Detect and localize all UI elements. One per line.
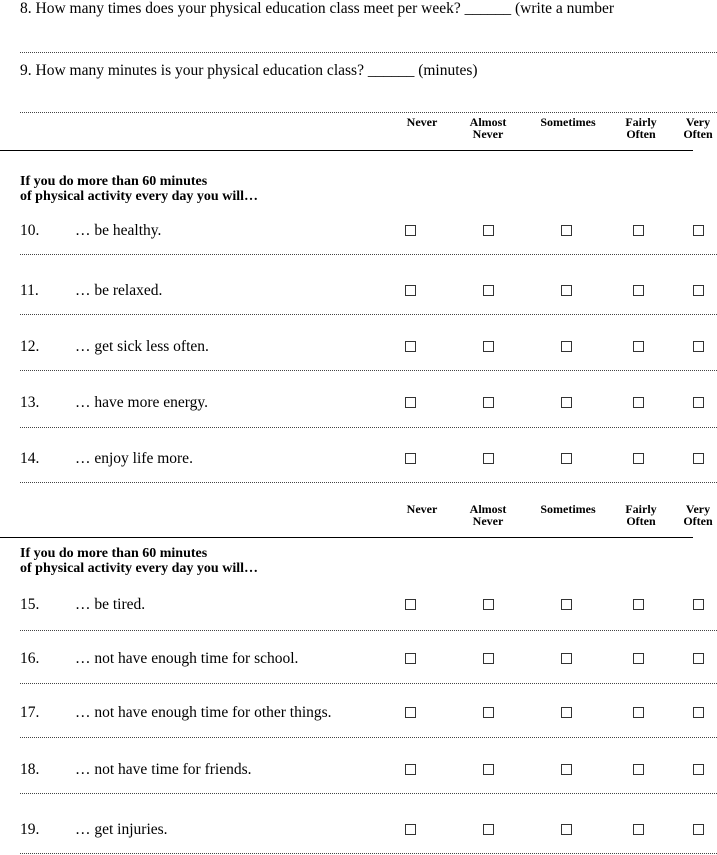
item-number: 15. [20,596,40,613]
rating-checkbox-0[interactable] [405,764,416,775]
rating-checkbox-1[interactable] [483,599,494,610]
dotted-separator [20,52,717,53]
rating-checkbox-2[interactable] [561,764,572,775]
scale-header-2: Sometimes [540,115,596,129]
section-rule [0,150,693,151]
rating-checkbox-1[interactable] [483,285,494,296]
rating-checkbox-3[interactable] [633,599,644,610]
item-number: 11. [20,282,39,299]
rating-checkbox-1[interactable] [483,225,494,236]
rating-checkbox-1[interactable] [483,341,494,352]
rating-checkbox-0[interactable] [405,453,416,464]
item-text: … enjoy life more. [75,450,193,467]
dotted-separator [20,254,717,255]
scale-header-0: Never [406,115,438,129]
rating-checkbox-2[interactable] [561,653,572,664]
item-number: 16. [20,650,40,667]
item-number: 12. [20,338,40,355]
rating-checkbox-3[interactable] [633,285,644,296]
rating-checkbox-4[interactable] [693,764,704,775]
rating-checkbox-4[interactable] [693,341,704,352]
section-rule [0,537,693,538]
rating-checkbox-4[interactable] [693,707,704,718]
rating-checkbox-2[interactable] [561,285,572,296]
item-text: … have more energy. [75,394,208,411]
rating-checkbox-3[interactable] [633,225,644,236]
rating-checkbox-4[interactable] [693,397,704,408]
scale-header-3: Fairly Often [625,502,657,528]
rating-checkbox-4[interactable] [693,599,704,610]
rating-checkbox-0[interactable] [405,225,416,236]
item-number: 19. [20,821,40,838]
rating-checkbox-2[interactable] [561,397,572,408]
rating-checkbox-2[interactable] [561,225,572,236]
rating-checkbox-1[interactable] [483,707,494,718]
rating-checkbox-4[interactable] [693,453,704,464]
question-8: 8. How many times does your physical education class meet per week? ______ (write a number [20,0,614,17]
rating-checkbox-4[interactable] [693,824,704,835]
rating-checkbox-1[interactable] [483,397,494,408]
rating-checkbox-0[interactable] [405,707,416,718]
rating-checkbox-2[interactable] [561,453,572,464]
dotted-separator [20,793,717,794]
rating-checkbox-0[interactable] [405,824,416,835]
item-text: … get injuries. [75,821,168,838]
item-number: 14. [20,450,40,467]
item-number: 17. [20,704,40,721]
item-number: 13. [20,394,40,411]
item-text: … not have enough time for school. [75,650,299,667]
item-text: … not have time for friends. [75,761,252,778]
rating-checkbox-3[interactable] [633,653,644,664]
rating-checkbox-3[interactable] [633,397,644,408]
rating-checkbox-3[interactable] [633,707,644,718]
rating-checkbox-0[interactable] [405,599,416,610]
item-text: … be tired. [75,596,146,613]
rating-checkbox-1[interactable] [483,653,494,664]
item-text: … get sick less often. [75,338,209,355]
scale-header-4: Very Often [683,115,713,141]
scale-header-0: Never [406,502,438,516]
rating-checkbox-4[interactable] [693,225,704,236]
rating-checkbox-2[interactable] [561,824,572,835]
dotted-separator [20,683,717,684]
rating-checkbox-4[interactable] [693,653,704,664]
scale-header-3: Fairly Often [625,115,657,141]
rating-checkbox-0[interactable] [405,285,416,296]
section-title: If you do more than 60 minutes of physical activity every day you will… [20,546,258,576]
dotted-separator [20,370,717,371]
scale-header-1: Almost Never [469,502,507,528]
rating-checkbox-1[interactable] [483,764,494,775]
rating-checkbox-2[interactable] [561,707,572,718]
dotted-separator [20,427,717,428]
rating-checkbox-4[interactable] [693,285,704,296]
item-text: … be relaxed. [75,282,163,299]
scale-header-1: Almost Never [469,115,507,141]
rating-checkbox-0[interactable] [405,341,416,352]
rating-checkbox-3[interactable] [633,764,644,775]
dotted-separator [20,853,717,854]
item-text: … be healthy. [75,222,162,239]
rating-checkbox-2[interactable] [561,599,572,610]
dotted-separator [20,630,717,631]
rating-checkbox-0[interactable] [405,397,416,408]
rating-checkbox-1[interactable] [483,453,494,464]
item-number: 18. [20,761,40,778]
rating-checkbox-3[interactable] [633,453,644,464]
rating-checkbox-0[interactable] [405,653,416,664]
scale-header-4: Very Often [683,502,713,528]
item-text: … not have enough time for other things. [75,704,332,721]
dotted-separator [20,737,717,738]
scale-header-2: Sometimes [540,502,596,516]
dotted-separator [20,314,717,315]
rating-checkbox-3[interactable] [633,824,644,835]
rating-checkbox-1[interactable] [483,824,494,835]
dotted-separator [20,112,717,113]
section-title: If you do more than 60 minutes of physical activity every day you will… [20,174,258,204]
rating-checkbox-3[interactable] [633,341,644,352]
question-9: 9. How many minutes is your physical education class? ______ (minutes) [20,62,478,79]
dotted-separator [20,482,717,483]
item-number: 10. [20,222,40,239]
rating-checkbox-2[interactable] [561,341,572,352]
